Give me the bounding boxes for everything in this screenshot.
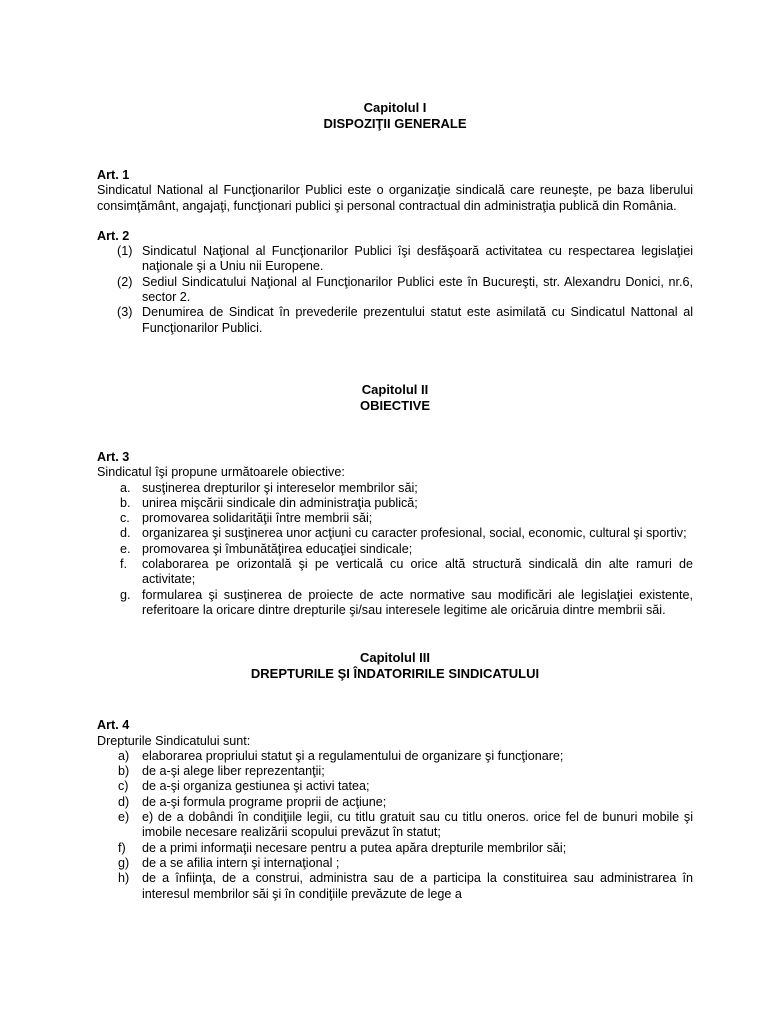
list-item-text: elaborarea propriului statut şi a regulamentului de organizare şi funcţionare; [142, 748, 564, 763]
list-item-text: organizarea şi susţinerea unor acţiuni cu caracter profesional, social, economic, cultural şi sportiv; [142, 526, 687, 541]
list-item-text: Sindicatul Naţional al Funcţionarilor Publici îşi desfăşoară activitatea cu respectarea legislaţiei naţionale şi a Uniu nii Europene. [142, 244, 693, 274]
chapter-heading: Capitolul II [361, 381, 429, 397]
list-item-text: de a-şi organiza gestiunea şi activi tatea; [142, 779, 370, 794]
list-item-text: susţinerea drepturilor şi intereselor membrilor săi; [142, 480, 418, 495]
list-item [97, 481, 693, 496]
list-item-label: e. [120, 541, 131, 556]
list-item-label: (2) [117, 274, 133, 289]
list-item-label: g) [118, 855, 130, 870]
chapter-3-header [97, 650, 693, 682]
chapter-title: DISPOZIŢII GENERALE [323, 116, 467, 131]
article-title: Art. 2 [97, 228, 130, 243]
document-content [97, 0, 693, 902]
list-item [97, 764, 693, 779]
list-item [97, 511, 693, 526]
list-item-text: de a-şi formula programe proprii de acţiune; [142, 794, 387, 809]
list-item-text: promovarea solidarităţii între membrii săi; [142, 511, 373, 526]
list-item-text: de a-şi alege liber reprezentanţii; [142, 764, 325, 779]
list-item-label: d. [120, 526, 131, 541]
list-item [97, 542, 693, 557]
list-item-text: de a înfiinţa, de a construi, administra sau de a participa la constituirea sau administrarea în interesul membrilor săi şi în condiţiile prevăzute de lege a [142, 871, 693, 901]
list-item-label: a. [120, 480, 131, 495]
list-item-text: formularea şi susţinerea de proiecte de acte normative sau modificări ale legislaţiei existente, referitoare la oricare dintre drepturile şi/sau interesele legitime ale oricăruia dintre membrii săi. [142, 587, 693, 617]
chapter-title: DREPTURILE ŞI ÎNDATORIRILE SINDICATULUI [250, 666, 540, 682]
chapter-2-header [97, 382, 693, 414]
article-intro: Drepturile Sindicatului sunt: [97, 733, 251, 748]
list-item [97, 810, 693, 841]
list-item-text: Denumirea de Sindicat în prevederile prezentului statut este asimilată cu Sindicatul Nattonal al Funcţionarilor Publici. [142, 305, 693, 335]
list-item-label: f. [120, 557, 127, 572]
list-item-label: h) [118, 871, 130, 886]
list-item-text: de a primi informaţii necesare pentru a putea apăra drepturile membrilor săi; [142, 840, 567, 855]
chapter-heading: Capitolul I [363, 100, 427, 115]
list-item [97, 526, 693, 541]
list-item-text: Sediul Sindicatului Naţional al Funcţionarilor Publici este în Bucureşti, str. Alexandru Donici, nr.6, sector 2. [142, 274, 693, 305]
article-list [97, 481, 693, 619]
list-item [97, 871, 693, 902]
list-item-label: g. [120, 587, 131, 602]
list-item-label: c. [120, 511, 130, 526]
list-item [97, 305, 693, 336]
article-list [97, 244, 693, 336]
list-item-label: e) [118, 810, 130, 825]
list-item-text: promovarea şi îmbunătăţirea educaţiei sindicale; [142, 541, 413, 556]
list-item-label: (3) [117, 305, 133, 320]
list-item-label: (1) [117, 244, 133, 259]
article-intro: Sindicatul îşi propune următoarele obiective: [97, 465, 345, 480]
article-title: Art. 3 [97, 449, 130, 464]
list-item-text: e) de a dobândi în condiţiile legii, cu titlu gratuit sau cu titlu oneros. orice fel de bunuri mobile şi imobile necesare realizării scopului prevăzut în statut; [142, 810, 693, 840]
list-item-text: colaborarea pe orizontală şi pe verticală cu orice altă structură sindicală din alte ramuri de activitate; [142, 557, 693, 587]
list-item-text: de a se afilia intern şi internaţional ; [142, 855, 340, 870]
article-title: Art. 1 [97, 168, 130, 182]
list-item [97, 795, 693, 810]
article-text: Sindicatul Natiοnal al Funcţionarilor Publici este o organizaţie sindicală care reuneşte, pe baza liberului consimţământ, angajaţi, funcţionari publici şi personal contractual din administraţia publică din România. [97, 183, 693, 213]
chapter-heading: Capitolul III [359, 650, 431, 666]
list-item [97, 588, 693, 619]
list-item [97, 749, 693, 764]
list-item [97, 856, 693, 871]
chapter-1-header [97, 100, 693, 132]
chapter-title: OBIECTIVE [359, 397, 431, 413]
article-title: Art. 4 [97, 718, 130, 733]
list-item [97, 244, 693, 275]
list-item [97, 557, 693, 588]
list-item-label: c) [118, 779, 129, 794]
list-item [97, 496, 693, 511]
list-item-text: unirea mişcării sindicale din administraţia publică; [142, 495, 418, 510]
article-list [97, 749, 693, 902]
list-item [97, 779, 693, 794]
list-item-label: a) [118, 748, 130, 763]
list-item-label: b. [120, 495, 131, 510]
list-item-label: d) [118, 794, 130, 809]
list-item [97, 841, 693, 856]
list-item-label: f) [118, 840, 126, 855]
list-item-label: b) [118, 764, 130, 779]
list-item [97, 275, 693, 306]
